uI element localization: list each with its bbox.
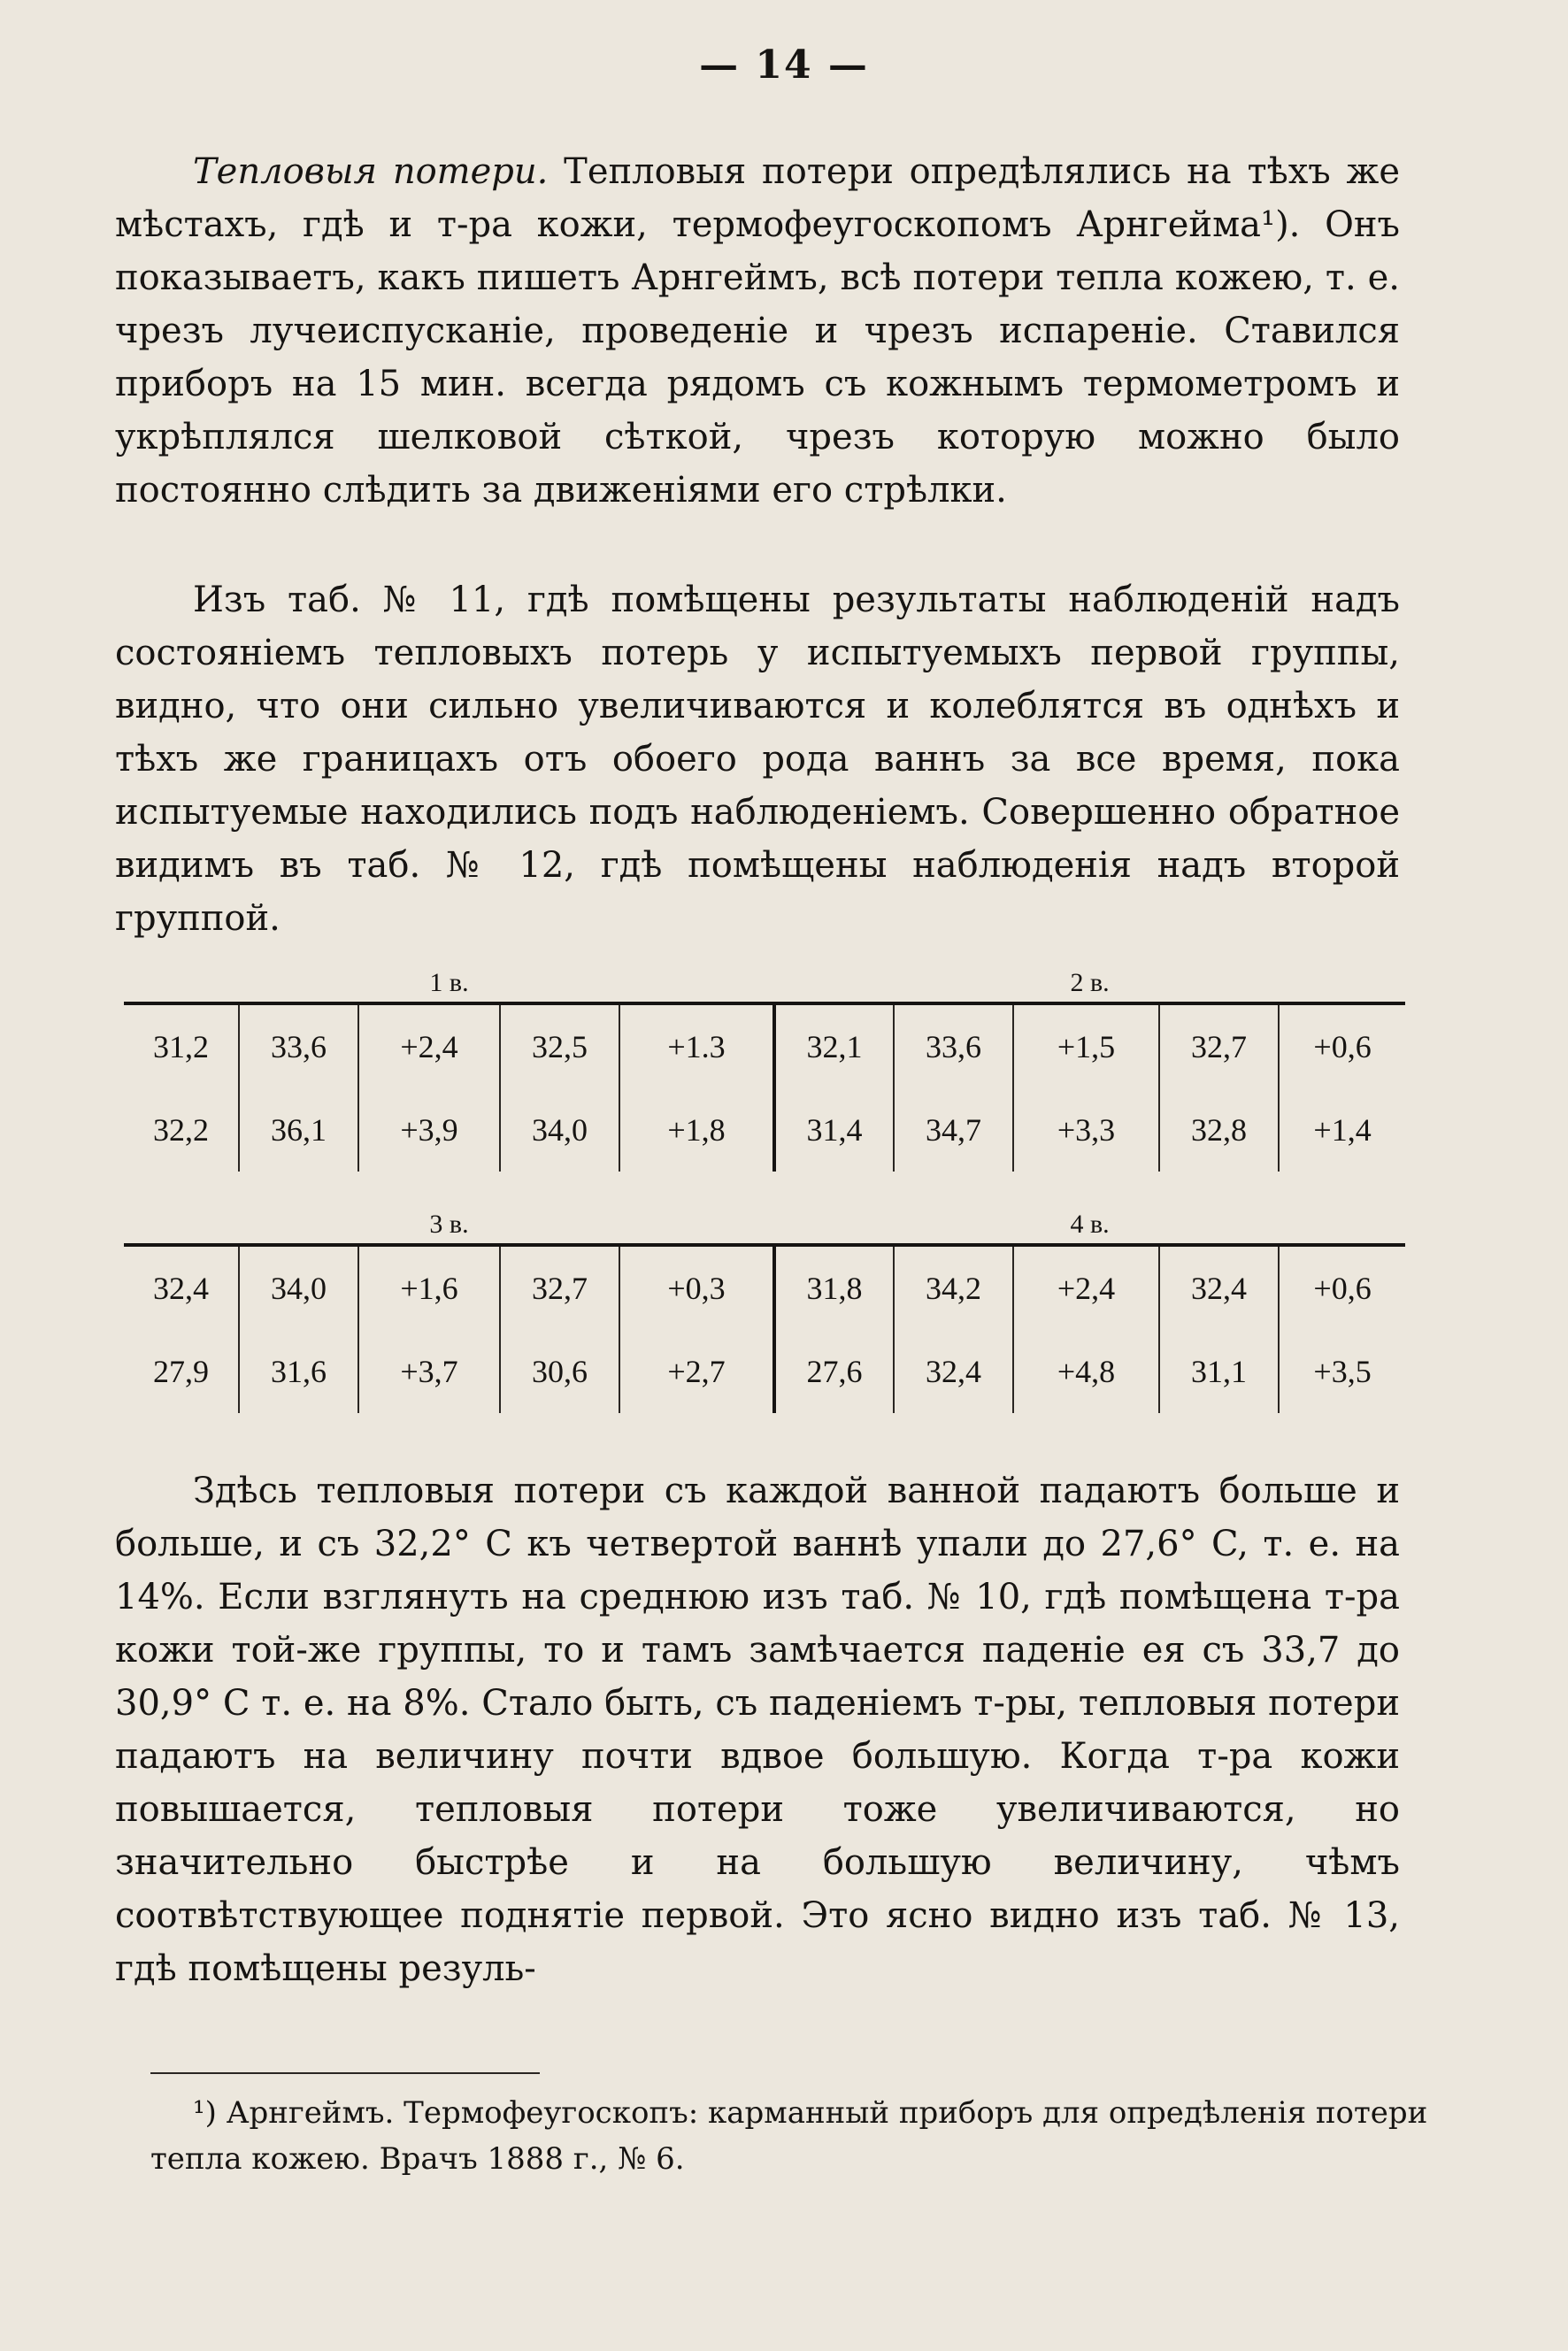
table-row — [124, 1088, 1405, 1172]
table-cell: 32,7 — [500, 1245, 619, 1330]
table-cell: +0,6 — [1279, 1003, 1405, 1088]
paragraph-2-text: Изъ таб. № 11, гдѣ помѣщены результаты наблюденій надъ состояніемъ тепловыхъ потерь у испытуемыхъ первой группы, видно, что они сильно увеличиваются и колеблятся въ однѣхъ и тѣхъ же границахъ отъ обоего рода ваннъ за все время, пока испытуемые находились подъ наблюденіемъ. Совершенно обратное видимъ въ таб. № 12, гдѣ помѣщены наблюденія надъ второй группой. — [115, 580, 1400, 939]
table-cell: 32,4 — [153, 1271, 209, 1306]
table-header-bath-4: 4 в. — [774, 1199, 1405, 1245]
table-cell: 32,4 — [1159, 1245, 1279, 1330]
table-cell: +1,8 — [619, 1088, 774, 1172]
table-cell: 33,6 — [239, 1003, 358, 1088]
footnote — [150, 2090, 1433, 2182]
table-cell: 32,4 — [894, 1330, 1013, 1413]
table-cell: +2,4 — [358, 1003, 500, 1088]
table-cell: +0,6 — [1279, 1245, 1405, 1330]
footnote-divider — [150, 2072, 540, 2074]
table-header-bath-1: 1 в. — [124, 957, 774, 1003]
table-cell: +2,7 — [619, 1330, 774, 1413]
table-cell: 34,0 — [239, 1245, 358, 1330]
paragraph-3-text: Здѣсь тепловыя потери съ каждой ванной падаютъ больше и больше, и съ 32,2° C къ четвертой ваннѣ упали до 27,6° C, т. е. на 14%. Если взглянуть на среднюю изъ таб. № 10, гдѣ помѣщена т-ра кожи той-же группы, то и тамъ замѣчается паденіе ея съ 33,7 до 30,9° C т. е. на 8%. Стало быть, съ паденіемъ т-ры, тепловыя потери падаютъ на величину почти вдвое большую. Когда т-ра кожи повышается, тепловыя потери тоже увеличиваются, но значительно быстрѣе и на большую величину, чѣмъ соотвѣтствующее поднятіе первой. Это ясно видно изъ таб. № 13, гдѣ помѣщены резуль- — [115, 1471, 1400, 1989]
table-cell: 30,6 — [500, 1330, 619, 1413]
page-number: — 14 — — [699, 42, 869, 88]
table-row — [124, 1245, 1405, 1330]
table-cell: 36,1 — [239, 1088, 358, 1172]
table-cell: +0,3 — [619, 1245, 774, 1330]
table-cell: 34,7 — [894, 1088, 1013, 1172]
table-cell: +2,4 — [1013, 1245, 1159, 1330]
table-cell: +3,5 — [1279, 1330, 1405, 1413]
table-cell: 31,1 — [1159, 1330, 1279, 1413]
table-cell: +1,5 — [1013, 1003, 1159, 1088]
table-cell: 32,5 — [500, 1003, 619, 1088]
table-cell: 31,8 — [774, 1245, 894, 1330]
data-table-baths-3-4 — [124, 1199, 1405, 1413]
table-cell: +1,6 — [358, 1245, 500, 1330]
table-cell: 32,1 — [774, 1003, 894, 1088]
table-cell: 31,4 — [774, 1088, 894, 1172]
table-row — [124, 1003, 1405, 1088]
table-cell: 34,0 — [500, 1088, 619, 1172]
table-cell: 27,9 — [153, 1354, 209, 1389]
paragraph-1-text: Тепловыя потери опредѣлялись на тѣхъ же мѣстахъ, гдѣ и т-ра кожи, термофеугоскопомъ Арнгейма¹). Онъ показываетъ, какъ пишетъ Арнгеймъ, всѣ потери тепла кожею, т. е. чрезъ лучеиспусканіе, проведеніе и чрезъ испареніе. Ставился приборъ на 15 мин. всегда рядомъ съ кожнымъ термометромъ и укрѣплялся шелковой сѣткой, чрезъ которую можно было постоянно слѣдить за движеніями его стрѣлки. — [115, 151, 1400, 511]
paragraph-table-11 — [115, 573, 1400, 945]
table-cell: 33,6 — [894, 1003, 1013, 1088]
table-cell: +3,3 — [1013, 1088, 1159, 1172]
table-row — [124, 1330, 1405, 1413]
table-cell: 27,6 — [774, 1330, 894, 1413]
table-cell: 32,8 — [1159, 1088, 1279, 1172]
data-table-baths-1-2 — [124, 957, 1405, 1172]
table-cell: 32,7 — [1159, 1003, 1279, 1088]
table-cell: 31,6 — [239, 1330, 358, 1413]
table-cell: 34,2 — [894, 1245, 1013, 1330]
paragraph-heat-loss-decline — [115, 1464, 1400, 1995]
table-header-bath-3: 3 в. — [124, 1199, 774, 1245]
table-cell: +4,8 — [1013, 1330, 1159, 1413]
table-cell: 32,2 — [153, 1112, 209, 1148]
table-cell: 31,2 — [153, 1029, 209, 1064]
table-cell: +1,4 — [1279, 1088, 1405, 1172]
table-cell: +3,7 — [358, 1330, 500, 1413]
paragraph-heat-losses — [115, 145, 1400, 517]
footnote-text: ¹) Арнгеймъ. Термофеугоскопъ: карманный приборъ для опредѣленія потери тепла кожею. Врачъ 1888 г., № 6. — [150, 2095, 1428, 2177]
table-cell: +3,9 — [358, 1088, 500, 1172]
section-lead: Тепловыя потери. — [193, 151, 549, 192]
table-cell: +1.3 — [619, 1003, 774, 1088]
table-header-bath-2: 2 в. — [774, 957, 1405, 1003]
